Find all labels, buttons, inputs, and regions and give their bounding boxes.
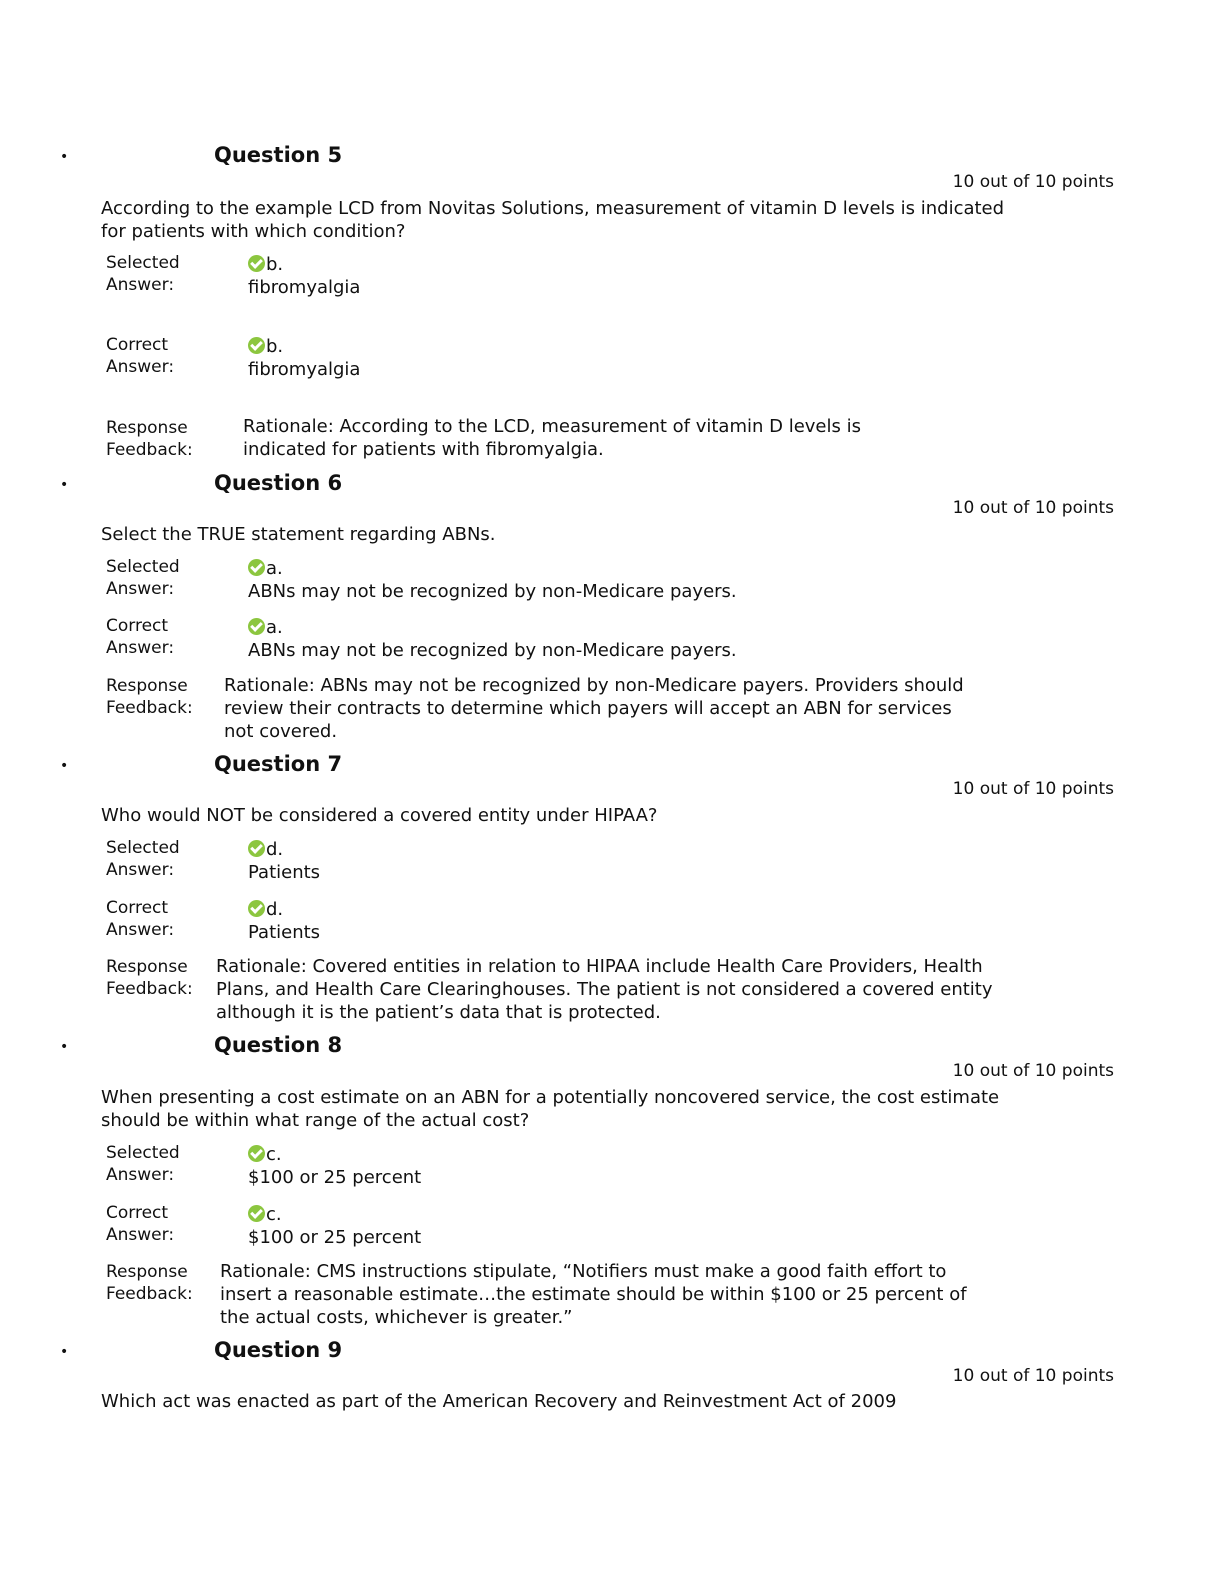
selected-answer-label: Selected Answer: xyxy=(106,1143,180,1185)
correct-answer xyxy=(248,616,737,662)
selected-answer xyxy=(248,838,320,884)
question-title: Question 6 xyxy=(214,471,343,495)
selected-answer xyxy=(248,1143,421,1189)
response-feedback: Rationale: Covered entities in relation to HIPAA include Health Care Providers, Health Plans, and Health Care Clearinghouses. The patient is not considered a covered entity although it is the patient’s data that is protected. xyxy=(216,956,993,1023)
check-icon xyxy=(248,337,265,354)
check-icon xyxy=(248,255,265,272)
question-text: Who would NOT be considered a covered entity under HIPAA? xyxy=(101,805,658,826)
answer-text: Patients xyxy=(248,922,321,943)
bullet: • xyxy=(60,1344,69,1360)
question-points: 10 out of 10 points xyxy=(952,498,1114,518)
question-text: When presenting a cost estimate on an ABN for a potentially noncovered service, the cost estimate should be within what range of the actual cost? xyxy=(101,1087,1000,1131)
question-text: According to the example LCD from Novitas Solutions, measurement of vitamin D levels is indicated for patients with which condition? xyxy=(101,198,1005,242)
check-icon xyxy=(248,618,265,635)
question-title: Question 5 xyxy=(214,143,343,167)
correct-answer xyxy=(248,335,363,381)
answer-text: $100 or 25 percent xyxy=(248,1167,422,1188)
selected-answer-label: Selected Answer: xyxy=(106,557,180,599)
check-icon xyxy=(248,559,265,576)
answer-letter: d. xyxy=(266,899,284,920)
answer-letter: b. xyxy=(266,336,284,357)
selected-answer-label: Selected Answer: xyxy=(106,253,180,295)
selected-answer xyxy=(248,253,363,299)
check-icon xyxy=(248,1145,265,1162)
answer-letter: a. xyxy=(266,617,283,638)
answer-letter: d. xyxy=(266,839,284,860)
question-points: 10 out of 10 points xyxy=(952,172,1114,192)
check-icon xyxy=(248,900,265,917)
selected-answer xyxy=(248,557,737,603)
answer-text: ABNs may not be recognized by non-Medicare payers. xyxy=(248,581,737,602)
correct-answer-label: Correct Answer: xyxy=(106,1203,175,1245)
bullet: • xyxy=(60,477,69,493)
bullet: • xyxy=(60,1039,69,1055)
bullet: • xyxy=(60,758,69,774)
bullet: • xyxy=(60,149,69,165)
question-points: 10 out of 10 points xyxy=(952,1061,1114,1081)
answer-text: $100 or 25 percent xyxy=(248,1227,422,1248)
answer-letter: b. xyxy=(266,254,284,275)
question-text: Select the TRUE statement regarding ABNs. xyxy=(101,524,496,545)
correct-answer-label: Correct Answer: xyxy=(106,335,175,377)
correct-answer-label: Correct Answer: xyxy=(106,616,175,658)
question-title: Question 8 xyxy=(214,1033,343,1057)
feedback-label: Response Feedback: xyxy=(106,1262,193,1304)
feedback-label: Response Feedback: xyxy=(106,418,193,460)
feedback-label: Response Feedback: xyxy=(106,957,193,999)
question-title: Question 7 xyxy=(214,752,343,776)
correct-answer xyxy=(248,1203,421,1249)
answer-text: fibromyalgia xyxy=(248,359,361,380)
question-points: 10 out of 10 points xyxy=(952,779,1114,799)
feedback-label: Response Feedback: xyxy=(106,676,193,718)
answer-text: ABNs may not be recognized by non-Medicare payers. xyxy=(248,640,737,661)
answer-text: Patients xyxy=(248,862,321,883)
answer-text: fibromyalgia xyxy=(248,277,361,298)
correct-answer-label: Correct Answer: xyxy=(106,898,175,940)
response-feedback: Rationale: According to the LCD, measurement of vitamin D levels is indicated for patients with fibromyalgia. xyxy=(243,416,861,460)
response-feedback: Rationale: ABNs may not be recognized by non-Medicare payers. Providers should review their contracts to determine which payers will accept an ABN for services not covered. xyxy=(224,675,964,742)
response-feedback: Rationale: CMS instructions stipulate, “Notifiers must make a good faith effort to insert a reasonable estimate…the estimate should be within $100 or 25 percent of the actual costs, whichever is greater.” xyxy=(220,1261,967,1328)
correct-answer xyxy=(248,898,320,944)
question-text: Which act was enacted as part of the American Recovery and Reinvestment Act of 2009 xyxy=(101,1391,897,1412)
check-icon xyxy=(248,840,265,857)
check-icon xyxy=(248,1205,265,1222)
selected-answer-label: Selected Answer: xyxy=(106,838,180,880)
answer-letter: c. xyxy=(266,1144,282,1165)
question-title: Question 9 xyxy=(214,1338,343,1362)
answer-letter: c. xyxy=(266,1204,282,1225)
question-points: 10 out of 10 points xyxy=(952,1366,1114,1386)
answer-letter: a. xyxy=(266,558,283,579)
